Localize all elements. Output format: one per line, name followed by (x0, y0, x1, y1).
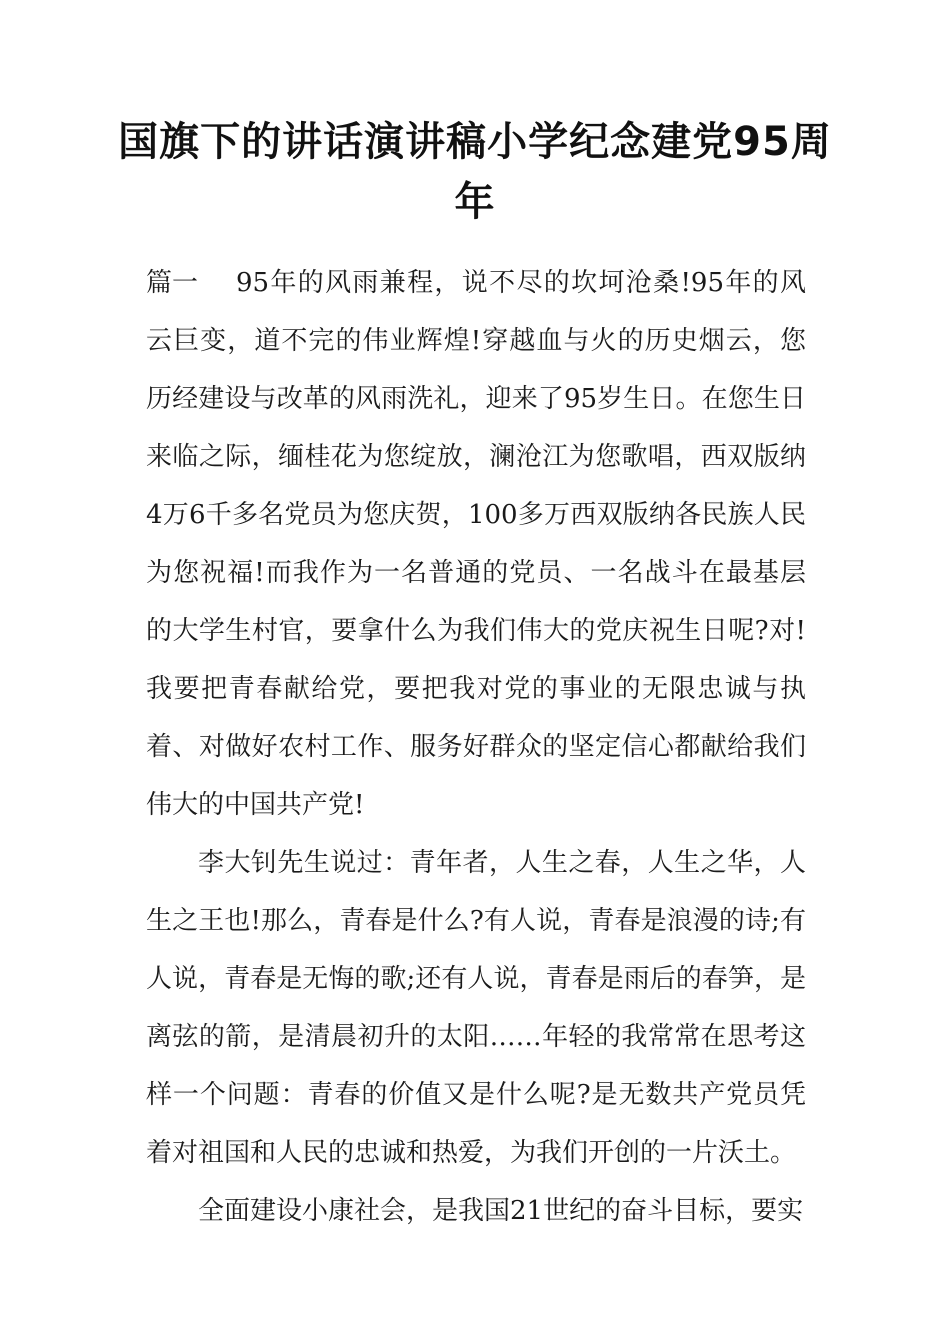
paragraph-1-text: 95年的风雨兼程，说不尽的坎坷沧桑!95年的风云巨变，道不完的伟业辉煌!穿越血与火的历史烟云，您历经建设与改革的风雨洗礼，迎来了95岁生日。在您生日来临之际，缅桂花为您绽放，澜沧江为您歌唱，西双版纳4万6千多名党员为您庆贺，100多万西双版纳各民族人民为您祝福!而我作为一名普通的党员、一名战斗在最基层的大学生村官，要拿什么为我们伟大的党庆祝生日呢?对!我要把青春献给党，要把我对党的事业的无限忠诚与执着、对做好农村工作、服务好群众的坚定信心都献给我们伟大的中国共产党! (146, 268, 806, 820)
chapter-label: 篇一 (146, 268, 199, 298)
document-body (146, 254, 806, 1240)
document-title: 国旗下的讲话演讲稿小学纪念建党95周年 (118, 119, 832, 225)
paragraph-2: 李大钊先生说过：青年者，人生之春，人生之华，人生之王也!那么，青春是什么?有人说，青春是浪漫的诗;有人说，青春是无悔的歌;还有人说，青春是雨后的春笋，是离弦的箭，是清晨初升的太阳……年轻的我常常在思考这样一个问题：青春的价值又是什么呢?是无数共产党员凭着对祖国和人民的忠诚和热爱，为我们开创的一片沃土。 (146, 848, 806, 1168)
paragraph-1 (146, 254, 806, 834)
paragraph-3: 全面建设小康社会，是我国21世纪的奋斗目标，要实 (198, 1196, 804, 1226)
